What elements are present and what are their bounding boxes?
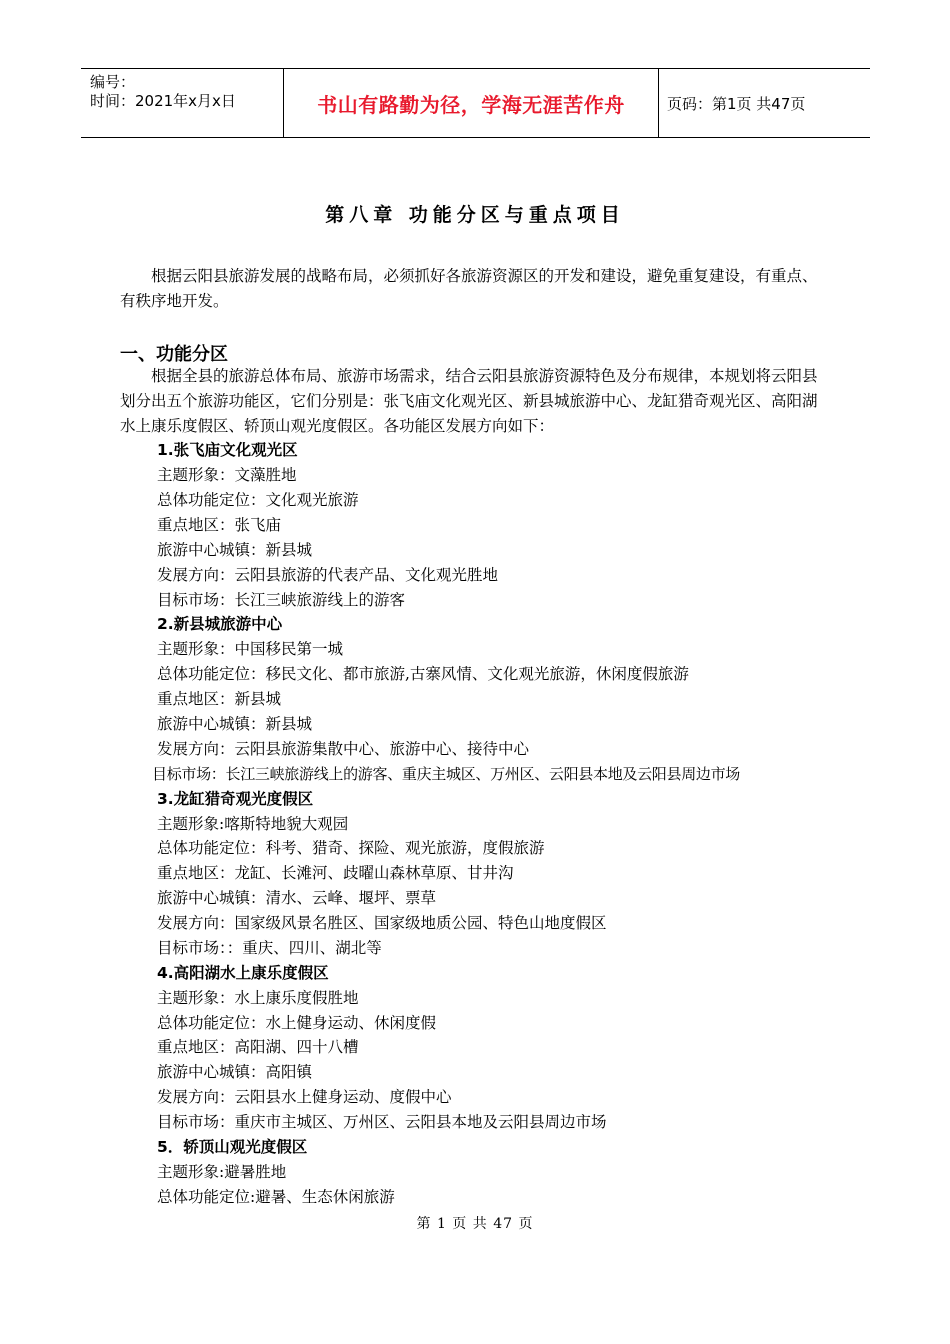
zone-item: 总体功能定位：文化观光旅游 [157,491,359,509]
zone-item: 主题形象：中国移民第一城 [157,640,344,658]
zone-item: 旅游中心城镇：清水、云峰、堰坪、票草 [157,889,437,907]
zone-item: 旅游中心城镇：新县城 [157,541,313,559]
header-motto: 书山有路勤为径，学海无涯苦作舟 [283,69,659,137]
header-page-info [658,69,870,137]
zone-item: 主题形象:喀斯特地貌大观园 [157,815,349,833]
header-meta [81,69,283,137]
zone-item: 重点地区：龙缸、长滩河、歧曜山森林草原、甘井沟 [157,864,514,882]
zone-item: 旅游中心城镇：新县城 [157,715,313,733]
section-paragraph: 根据全县的旅游总体布局、旅游市场需求，结合云阳县旅游资源特色及分布规律，本规划将云阳县划分出五个旅游功能区，它们分别是：张飞庙文化观光区、新县城旅游中心、龙缸猎奇观光区、高阳湖水上康乐度假区、轿顶山观光度假区。各功能区发展方向如下： [120,367,818,435]
zone-item: 总体功能定位:避暑、生态休闲旅游 [157,1188,395,1206]
zone-item: 总体功能定位：水上健身运动、休闲度假 [157,1014,437,1032]
zone-item: 发展方向：云阳县旅游的代表产品、文化观光胜地 [157,566,499,584]
zone-title: 5．轿顶山观光度假区 [157,1138,308,1156]
zone-title: 4.高阳湖水上康乐度假区 [157,964,329,982]
zone-item: 目标市场：长江三峡旅游线上的游客 [157,591,406,609]
zone-item: 目标市场：长江三峡旅游线上的游客、重庆主城区、万州区、云阳县本地及云阳县周边市场 [152,765,741,783]
zone-item: 发展方向：国家级风景名胜区、国家级地质公园、特色山地度假区 [157,914,607,932]
zone-item: 发展方向：云阳县旅游集散中心、旅游中心、接待中心 [157,740,530,758]
zone-item: 主题形象：文藻胜地 [157,466,297,484]
zone-item: 旅游中心城镇：高阳镇 [157,1063,313,1081]
section-heading: 一、功能分区 [120,344,228,365]
zone-item: 总体功能定位：移民文化、都市旅游,古寨风情、文化观光旅游，休闲度假旅游 [157,665,689,683]
page-footer: 第 1 页 共 47 页 [416,1216,534,1232]
date-label: 时间：2021年x月x日 [90,92,236,110]
header-table [81,68,870,138]
zone-item: 重点地区：高阳湖、四十八槽 [157,1038,359,1056]
zone-item: 目标市场：：重庆、四川、湖北等 [157,939,382,957]
chapter-title: 第八章 功能分区与重点项目 [325,204,625,226]
intro-paragraph: 根据云阳县旅游发展的战略布局，必须抓好各旅游资源区的开发和建设，避免重复建设，有重点、有秩序地开发。 [120,267,818,310]
zone-item: 发展方向：云阳县水上健身运动、度假中心 [157,1088,452,1106]
zone-item: 总体功能定位：科考、猎奇、探险、观光旅游，度假旅游 [157,839,545,857]
zone-title: 1.张飞庙文化观光区 [157,441,298,459]
zone-item: 主题形象：水上康乐度假胜地 [157,989,359,1007]
page-info-text: 页码：第1页 共47页 [667,94,806,113]
zone-item: 重点地区：张飞庙 [157,516,282,534]
number-label: 编号： [90,73,136,91]
zone-item: 重点地区：新县城 [157,690,282,708]
zone-title: 2.新县城旅游中心 [157,615,283,633]
zone-title: 3.龙缸猎奇观光度假区 [157,790,314,808]
zone-item: 目标市场：重庆市主城区、万州区、云阳县本地及云阳县周边市场 [157,1113,607,1131]
zone-item: 主题形象:避暑胜地 [157,1163,287,1181]
